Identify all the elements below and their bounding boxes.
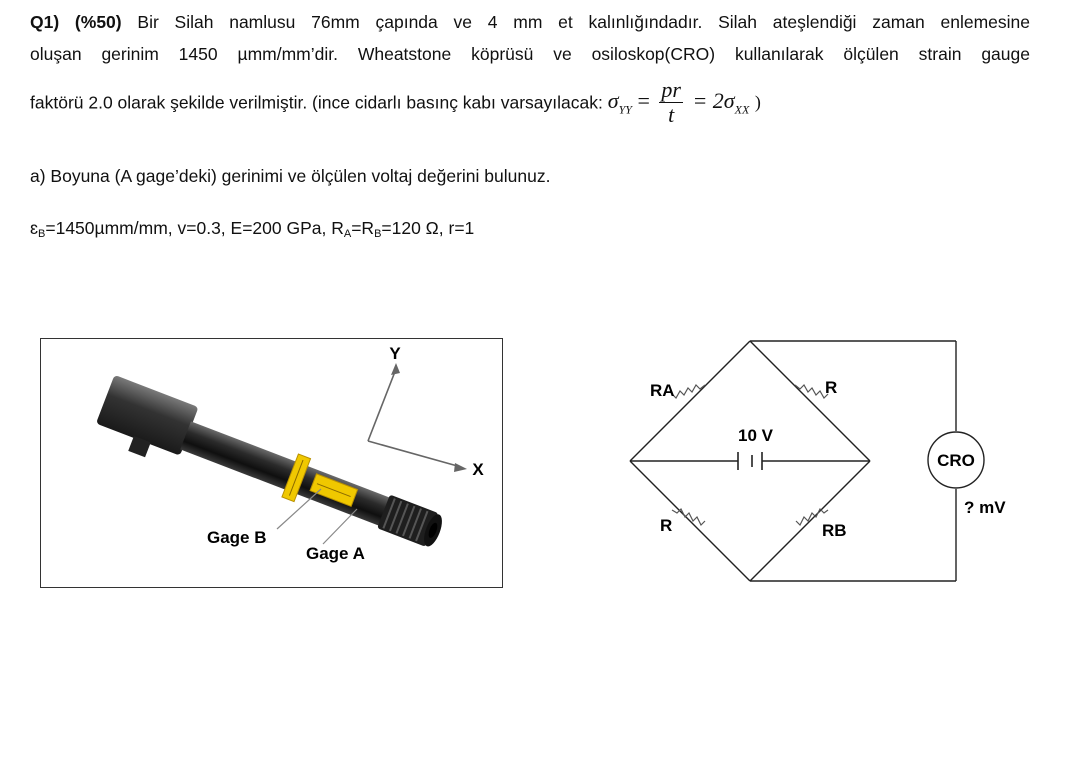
axis-arrows: [368, 363, 467, 472]
question-label: Q1) (%50): [30, 12, 122, 32]
formula-eq1: =: [637, 87, 650, 113]
formula-sigma: σ: [607, 87, 619, 113]
question-text-1: Bir Silah namlusu 76mm çapında ve 4 mm et kalınlığındadır. Silah ateşlendiği zaman enlemesine: [137, 12, 1030, 32]
given-rb-sub: B: [374, 228, 382, 240]
resistor-r-bottom-zigzag: [672, 509, 705, 525]
label-ra: RA: [650, 381, 675, 400]
formula-numerator: pr: [661, 77, 681, 102]
given-values-text: =1450µmm/mm, v=0.3, E=200 GPa, R: [45, 218, 344, 238]
given-eps-sub: B: [38, 228, 46, 240]
given-mid: =R: [351, 218, 375, 238]
given-ra-sub: A: [343, 228, 352, 240]
label-voltage: 10 V: [738, 426, 773, 445]
gun-barrel: [91, 375, 451, 566]
question-text-2: oluşan gerinim 1450 µmm/mm’dir. Wheatstone köprüsü ve osiloskop(CRO) kullanılarak ölçülen strain gauge: [30, 44, 1030, 64]
part-a-text: a) Boyuna (A gage’deki) gerinimi ve ölçülen voltaj değerini bulunuz.: [30, 166, 551, 186]
label-r-bottom: R: [660, 516, 673, 535]
formula-denominator: t: [668, 102, 675, 127]
given-epsilon: ɛ: [30, 218, 39, 238]
bridge-edge-r-bottom: [630, 461, 750, 581]
gage-a-label: Gage A: [306, 544, 365, 563]
label-cro: CRO: [937, 451, 975, 470]
question-line-3: [30, 78, 1030, 138]
given-tail: =120 Ω, r=1: [381, 218, 475, 238]
part-a: [30, 160, 1030, 192]
axis-y-label: Y: [389, 344, 401, 363]
barrel-figure: [40, 338, 503, 588]
stress-formula: [607, 77, 761, 127]
formula-fraction: [659, 78, 683, 127]
bridge-edge-rb: [750, 461, 870, 581]
label-rb: RB: [822, 521, 847, 540]
label-output: ? mV: [964, 498, 1006, 517]
question-line-2: [30, 38, 1030, 70]
question-text-3: faktörü 2.0 olarak şekilde verilmiştir. (ince cidarlı basınç kabı varsayılacak:: [30, 92, 603, 113]
formula-sub-yy: YY: [618, 101, 632, 116]
question-line-1: [30, 6, 1030, 38]
bridge-edge-ra: [630, 341, 750, 461]
barrel-illustration: [41, 339, 501, 586]
given-values: [30, 212, 1030, 250]
axis-x-label: X: [472, 460, 484, 479]
gage-a-leader: [323, 509, 357, 544]
formula-close: ): [754, 91, 761, 112]
formula-sub-xx: XX: [734, 101, 750, 116]
label-r-top: R: [825, 378, 838, 397]
wheatstone-bridge: [620, 335, 1050, 595]
formula-eq2: = 2σ: [692, 87, 735, 113]
gage-b-label: Gage B: [207, 528, 267, 547]
